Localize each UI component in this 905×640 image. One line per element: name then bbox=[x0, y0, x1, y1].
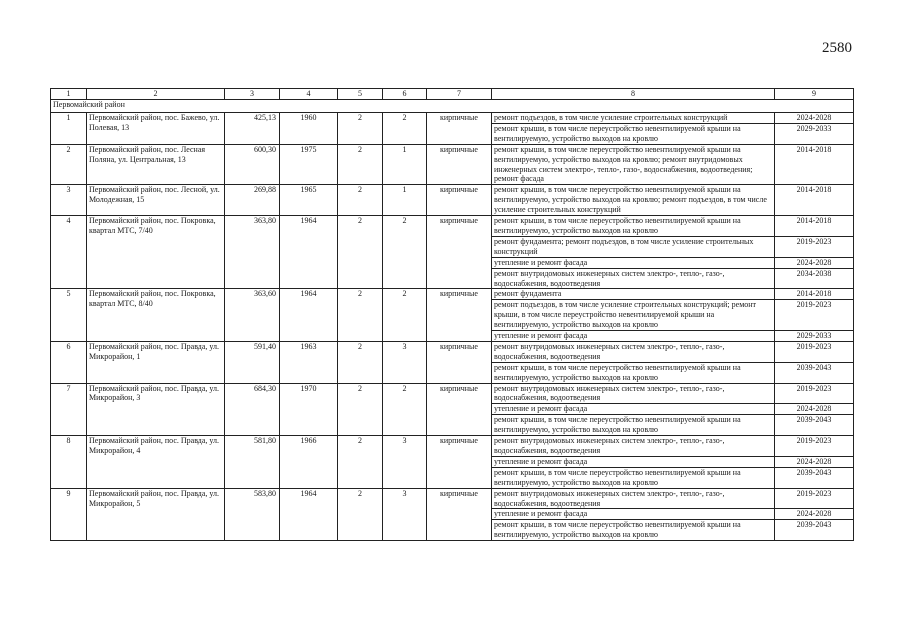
entry-col6: 1 bbox=[383, 185, 427, 216]
entry-address: Первомайский район, пос. Правда, ул. Микрорайон, 4 bbox=[87, 436, 225, 489]
entry-material: кирпичные bbox=[427, 289, 492, 342]
work-description: ремонт внутридомовых инженерных систем электро-, тепло-, газо-, водоснабжения, водоотведения bbox=[492, 268, 775, 289]
entry-material: кирпичные bbox=[427, 488, 492, 541]
entry-year: 1963 bbox=[280, 341, 338, 383]
work-period: 2014-2018 bbox=[775, 289, 854, 300]
table-row bbox=[51, 383, 854, 404]
entry-material: кирпичные bbox=[427, 144, 492, 185]
work-period: 2024-2028 bbox=[775, 509, 854, 520]
work-period: 2019-2023 bbox=[775, 383, 854, 404]
work-period: 2039-2043 bbox=[775, 467, 854, 488]
entry-col6: 2 bbox=[383, 216, 427, 289]
entry-year: 1964 bbox=[280, 488, 338, 541]
entry-area: 363,80 bbox=[225, 216, 280, 289]
entry-number: 8 bbox=[51, 436, 87, 489]
work-description: ремонт подъездов, в том числе усиление строительных конструкций bbox=[492, 113, 775, 124]
work-description: ремонт внутридомовых инженерных систем электро-, тепло-, газо-, водоснабжения, водоотведения bbox=[492, 488, 775, 509]
entry-col5: 2 bbox=[338, 488, 383, 541]
work-description: ремонт фундамента; ремонт подъездов, в том числе усиление строительных конструкций bbox=[492, 236, 775, 257]
entry-address: Первомайский район, пос. Правда, ул. Микрорайон, 1 bbox=[87, 341, 225, 383]
work-description: утепление и ремонт фасада bbox=[492, 456, 775, 467]
entry-col5: 2 bbox=[338, 341, 383, 383]
entry-col5: 2 bbox=[338, 289, 383, 342]
entry-area: 581,80 bbox=[225, 436, 280, 489]
work-period: 2024-2028 bbox=[775, 404, 854, 415]
work-description: ремонт фундамента bbox=[492, 289, 775, 300]
entry-year: 1970 bbox=[280, 383, 338, 436]
entry-number: 6 bbox=[51, 341, 87, 383]
entry-year: 1960 bbox=[280, 113, 338, 145]
entry-area: 591,40 bbox=[225, 341, 280, 383]
work-description: ремонт крыши, в том числе переустройство невентилируемой крыши на вентилируемую, устройство выходов на кровлю bbox=[492, 216, 775, 237]
work-period: 2039-2043 bbox=[775, 520, 854, 541]
entry-area: 600,30 bbox=[225, 144, 280, 185]
work-description: ремонт крыши, в том числе переустройство невентилируемой крыши на вентилируемую, устройство выходов на кровлю; ремонт подъездов, в том числе усиление строительных конструкций bbox=[492, 185, 775, 216]
entry-address: Первомайский район, пос. Покровка, квартал МТС, 8/40 bbox=[87, 289, 225, 342]
column-header: 3 bbox=[225, 89, 280, 100]
entry-number: 9 bbox=[51, 488, 87, 541]
work-description: ремонт внутридомовых инженерных систем электро-, тепло-, газо-, водоснабжения, водоотведения bbox=[492, 341, 775, 362]
work-description: ремонт крыши, в том числе переустройство невентилируемой крыши на вентилируемую, устройство выходов на кровлю bbox=[492, 467, 775, 488]
entry-area: 583,80 bbox=[225, 488, 280, 541]
entry-col5: 2 bbox=[338, 185, 383, 216]
entry-year: 1975 bbox=[280, 144, 338, 185]
entry-area: 363,60 bbox=[225, 289, 280, 342]
work-period: 2039-2043 bbox=[775, 415, 854, 436]
table-row bbox=[51, 436, 854, 457]
column-header: 4 bbox=[280, 89, 338, 100]
work-description: ремонт крыши, в том числе переустройство невентилируемой крыши на вентилируемую, устройство выходов на кровлю bbox=[492, 415, 775, 436]
entry-col5: 2 bbox=[338, 113, 383, 145]
entry-material: кирпичные bbox=[427, 341, 492, 383]
entry-col6: 3 bbox=[383, 341, 427, 383]
work-period: 2029-2033 bbox=[775, 123, 854, 144]
work-period: 2014-2018 bbox=[775, 216, 854, 237]
district-row bbox=[51, 100, 854, 113]
entry-year: 1964 bbox=[280, 216, 338, 289]
column-number-row bbox=[51, 89, 854, 100]
entry-material: кирпичные bbox=[427, 216, 492, 289]
table-row bbox=[51, 488, 854, 509]
district-label: Первомайский район bbox=[51, 100, 854, 113]
entry-col5: 2 bbox=[338, 216, 383, 289]
work-period: 2024-2028 bbox=[775, 257, 854, 268]
table-row bbox=[51, 185, 854, 216]
work-description: ремонт подъездов, в том числе усиление строительных конструкций; ремонт крыши, в том числе переустройство невентилируемой крыши на вентилируемую, устройство выходов на кровлю bbox=[492, 300, 775, 331]
entry-col5: 2 bbox=[338, 383, 383, 436]
work-description: утепление и ремонт фасада bbox=[492, 509, 775, 520]
entry-material: кирпичные bbox=[427, 185, 492, 216]
housing-repair-table bbox=[50, 88, 854, 541]
column-header: 5 bbox=[338, 89, 383, 100]
entry-col6: 3 bbox=[383, 488, 427, 541]
entry-col6: 1 bbox=[383, 144, 427, 185]
entry-area: 425,13 bbox=[225, 113, 280, 145]
work-description: ремонт крыши, в том числе переустройство невентилируемой крыши на вентилируемую, устройство выходов на кровлю bbox=[492, 123, 775, 144]
entry-material: кирпичные bbox=[427, 383, 492, 436]
table-row bbox=[51, 144, 854, 185]
work-period: 2024-2028 bbox=[775, 456, 854, 467]
work-description: утепление и ремонт фасада bbox=[492, 331, 775, 342]
work-period: 2014-2018 bbox=[775, 144, 854, 185]
entry-number: 5 bbox=[51, 289, 87, 342]
entry-address: Первомайский район, пос. Правда, ул. Микрорайон, 5 bbox=[87, 488, 225, 541]
column-header: 8 bbox=[492, 89, 775, 100]
work-period: 2014-2018 bbox=[775, 185, 854, 216]
work-period: 2029-2033 bbox=[775, 331, 854, 342]
column-header: 6 bbox=[383, 89, 427, 100]
table-row bbox=[51, 341, 854, 362]
work-period: 2019-2023 bbox=[775, 436, 854, 457]
entry-address: Первомайский район, пос. Бажево, ул. Полевая, 13 bbox=[87, 113, 225, 145]
work-period: 2019-2023 bbox=[775, 236, 854, 257]
entry-material: кирпичные bbox=[427, 436, 492, 489]
entry-number: 1 bbox=[51, 113, 87, 145]
work-description: ремонт внутридомовых инженерных систем электро-, тепло-, газо-, водоснабжения, водоотведения bbox=[492, 436, 775, 457]
entry-year: 1966 bbox=[280, 436, 338, 489]
work-description: ремонт крыши, в том числе переустройство невентилируемой крыши на вентилируемую, устройство выходов на кровлю bbox=[492, 362, 775, 383]
work-period: 2019-2023 bbox=[775, 488, 854, 509]
work-period: 2019-2023 bbox=[775, 300, 854, 331]
entry-address: Первомайский район, пос. Лесная Поляна, ул. Центральная, 13 bbox=[87, 144, 225, 185]
column-header: 7 bbox=[427, 89, 492, 100]
entry-col6: 2 bbox=[383, 113, 427, 145]
entry-number: 4 bbox=[51, 216, 87, 289]
column-header: 1 bbox=[51, 89, 87, 100]
entry-number: 7 bbox=[51, 383, 87, 436]
entry-area: 269,88 bbox=[225, 185, 280, 216]
column-header: 2 bbox=[87, 89, 225, 100]
entry-number: 3 bbox=[51, 185, 87, 216]
work-period: 2019-2023 bbox=[775, 341, 854, 362]
table-body bbox=[51, 89, 854, 541]
entry-material: кирпичные bbox=[427, 113, 492, 145]
entry-col6: 2 bbox=[383, 289, 427, 342]
page-number: 2580 bbox=[822, 40, 852, 56]
column-header: 9 bbox=[775, 89, 854, 100]
work-description: ремонт крыши, в том числе переустройство невентилируемой крыши на вентилируемую, устройство выходов на кровлю; ремонт внутридомовых инженерных систем электро-, тепло-, газо-, водоснабжения, водоотведения; ремонт фасада bbox=[492, 144, 775, 185]
entry-area: 684,30 bbox=[225, 383, 280, 436]
entry-year: 1965 bbox=[280, 185, 338, 216]
entry-col6: 2 bbox=[383, 383, 427, 436]
table-row bbox=[51, 216, 854, 237]
work-period: 2034-2038 bbox=[775, 268, 854, 289]
entry-address: Первомайский район, пос. Лесной, ул. Молодежная, 15 bbox=[87, 185, 225, 216]
entry-address: Первомайский район, пос. Покровка, квартал МТС, 7/40 bbox=[87, 216, 225, 289]
entry-col5: 2 bbox=[338, 144, 383, 185]
entry-number: 2 bbox=[51, 144, 87, 185]
work-description: утепление и ремонт фасада bbox=[492, 257, 775, 268]
work-period: 2024-2028 bbox=[775, 113, 854, 124]
entry-address: Первомайский район, пос. Правда, ул. Микрорайон, 3 bbox=[87, 383, 225, 436]
work-description: утепление и ремонт фасада bbox=[492, 404, 775, 415]
entry-col6: 3 bbox=[383, 436, 427, 489]
table-row bbox=[51, 113, 854, 124]
entry-year: 1964 bbox=[280, 289, 338, 342]
work-period: 2039-2043 bbox=[775, 362, 854, 383]
entry-col5: 2 bbox=[338, 436, 383, 489]
work-description: ремонт крыши, в том числе переустройство невентилируемой крыши на вентилируемую, устройство выходов на кровлю bbox=[492, 520, 775, 541]
table-row bbox=[51, 289, 854, 300]
work-description: ремонт внутридомовых инженерных систем электро-, тепло-, газо-, водоснабжения, водоотведения bbox=[492, 383, 775, 404]
